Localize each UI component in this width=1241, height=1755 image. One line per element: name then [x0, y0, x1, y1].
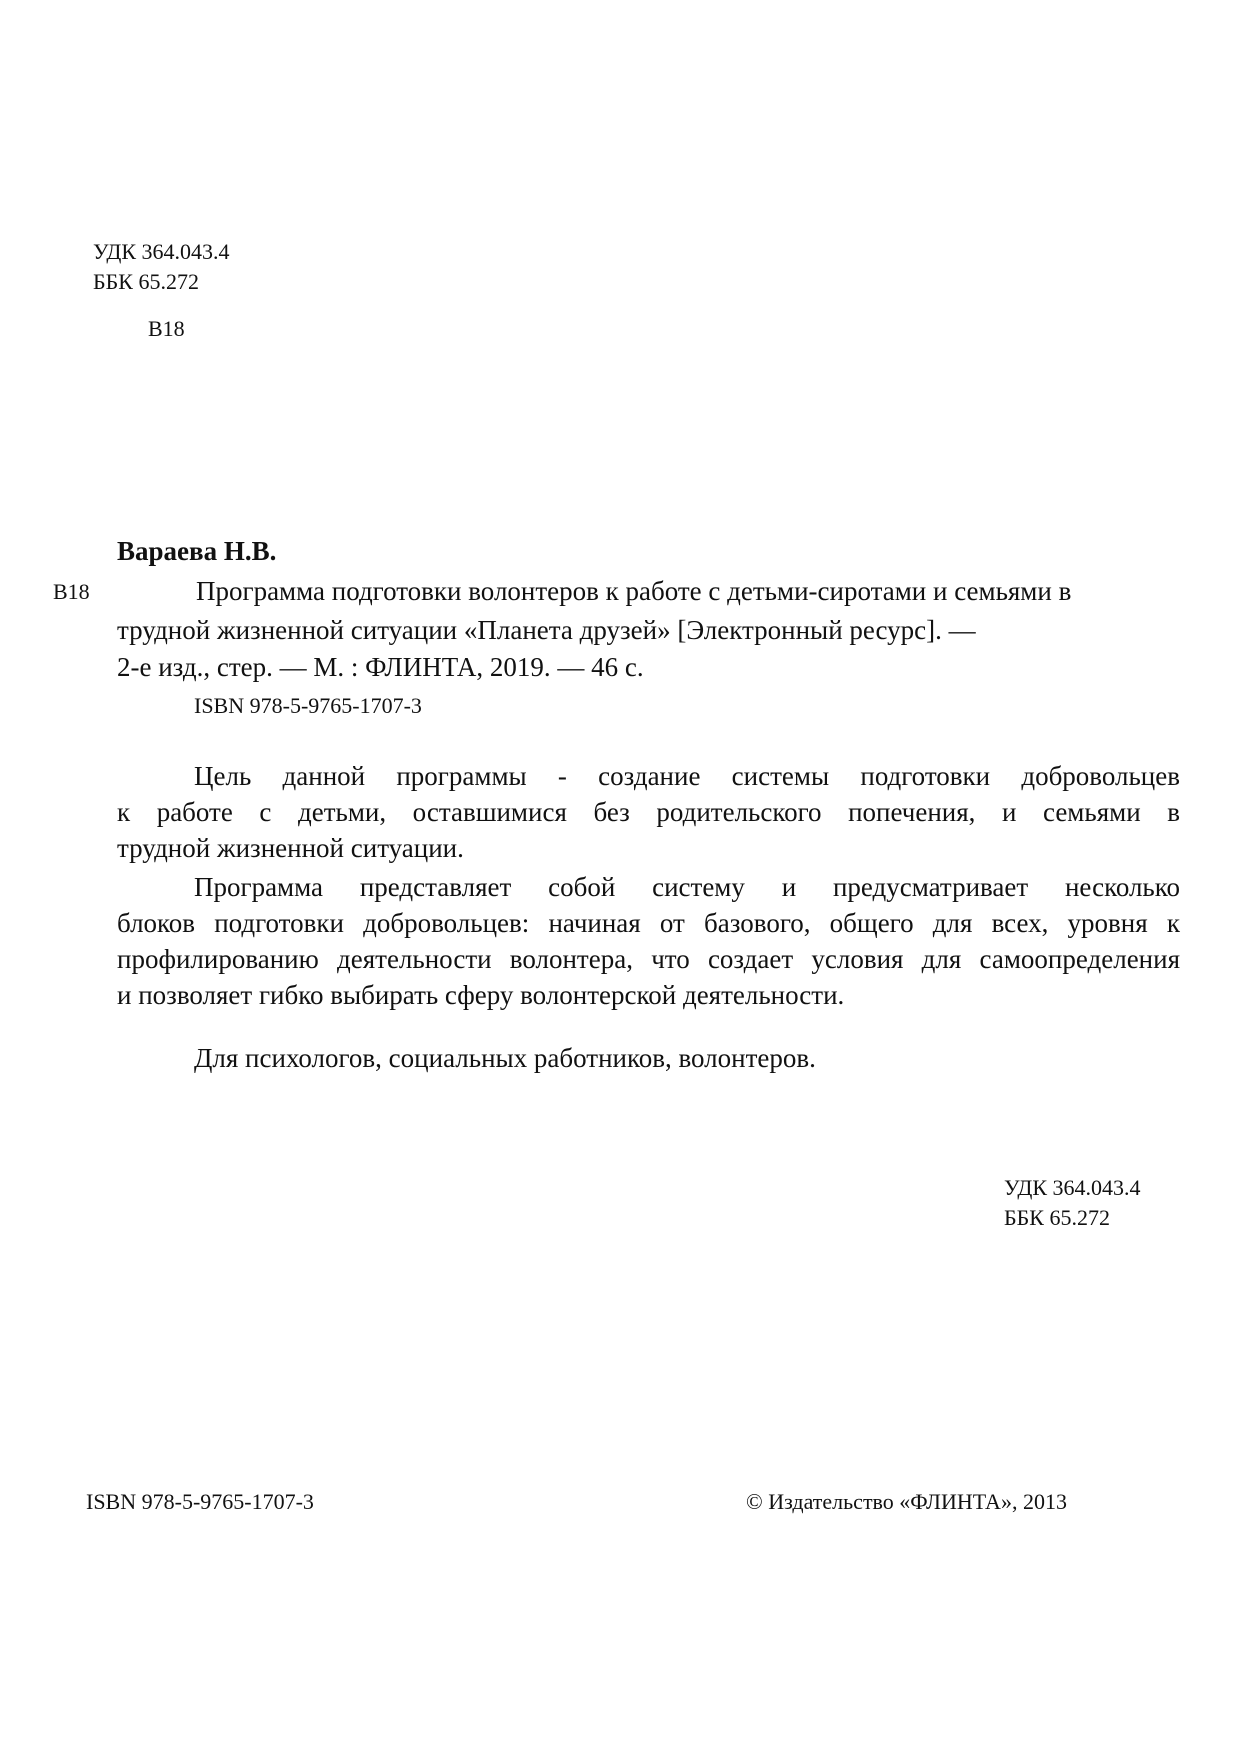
abstract-p2-line-3: профилированию деятельности волонтера, что создает условия для самоопределения	[117, 944, 1180, 974]
isbn-record: ISBN 978-5-9765-1707-3	[194, 693, 422, 718]
title-line-1: Программа подготовки волонтеров к работе с детьми-сиротами и семьями в	[196, 576, 1072, 606]
bbk-code-top: ББК 65.272	[93, 269, 199, 294]
author-mark-record: В18	[53, 579, 90, 604]
bbk-code-bottom: ББК 65.272	[1004, 1205, 1110, 1230]
abstract-p1-line-1: Цель данной программы - создание системы подготовки добровольцев	[194, 761, 1180, 791]
udk-code-bottom: УДК 364.043.4	[1004, 1175, 1141, 1200]
copyright-notice: © Издательство «ФЛИНТА», 2013	[746, 1489, 1067, 1514]
audience-note: Для психологов, социальных работников, волонтеров.	[194, 1043, 816, 1073]
abstract-p1-line-3: трудной жизненной ситуации.	[117, 833, 464, 863]
abstract-p2-line-2: блоков подготовки добровольцев: начиная от базового, общего для всех, уровня к	[117, 908, 1180, 938]
udk-code-top: УДК 364.043.4	[93, 239, 230, 264]
title-line-2: трудной жизненной ситуации «Планета друзей» [Электронный ресурс]. —	[117, 615, 976, 645]
author-mark-top: В18	[148, 316, 185, 341]
title-line-3: 2-е изд., стер. — М. : ФЛИНТА, 2019. — 46 с.	[117, 652, 644, 682]
author-name: Вараева Н.В.	[117, 536, 277, 566]
isbn-footer: ISBN 978-5-9765-1707-3	[86, 1489, 314, 1514]
abstract-p1-line-2: к работе с детьми, оставшимися без родительского попечения, и семьями в	[117, 797, 1180, 827]
abstract-p2-line-4: и позволяет гибко выбирать сферу волонтерской деятельности.	[117, 980, 845, 1010]
abstract-p2-line-1: Программа представляет собой систему и предусматривает несколько	[194, 872, 1180, 902]
